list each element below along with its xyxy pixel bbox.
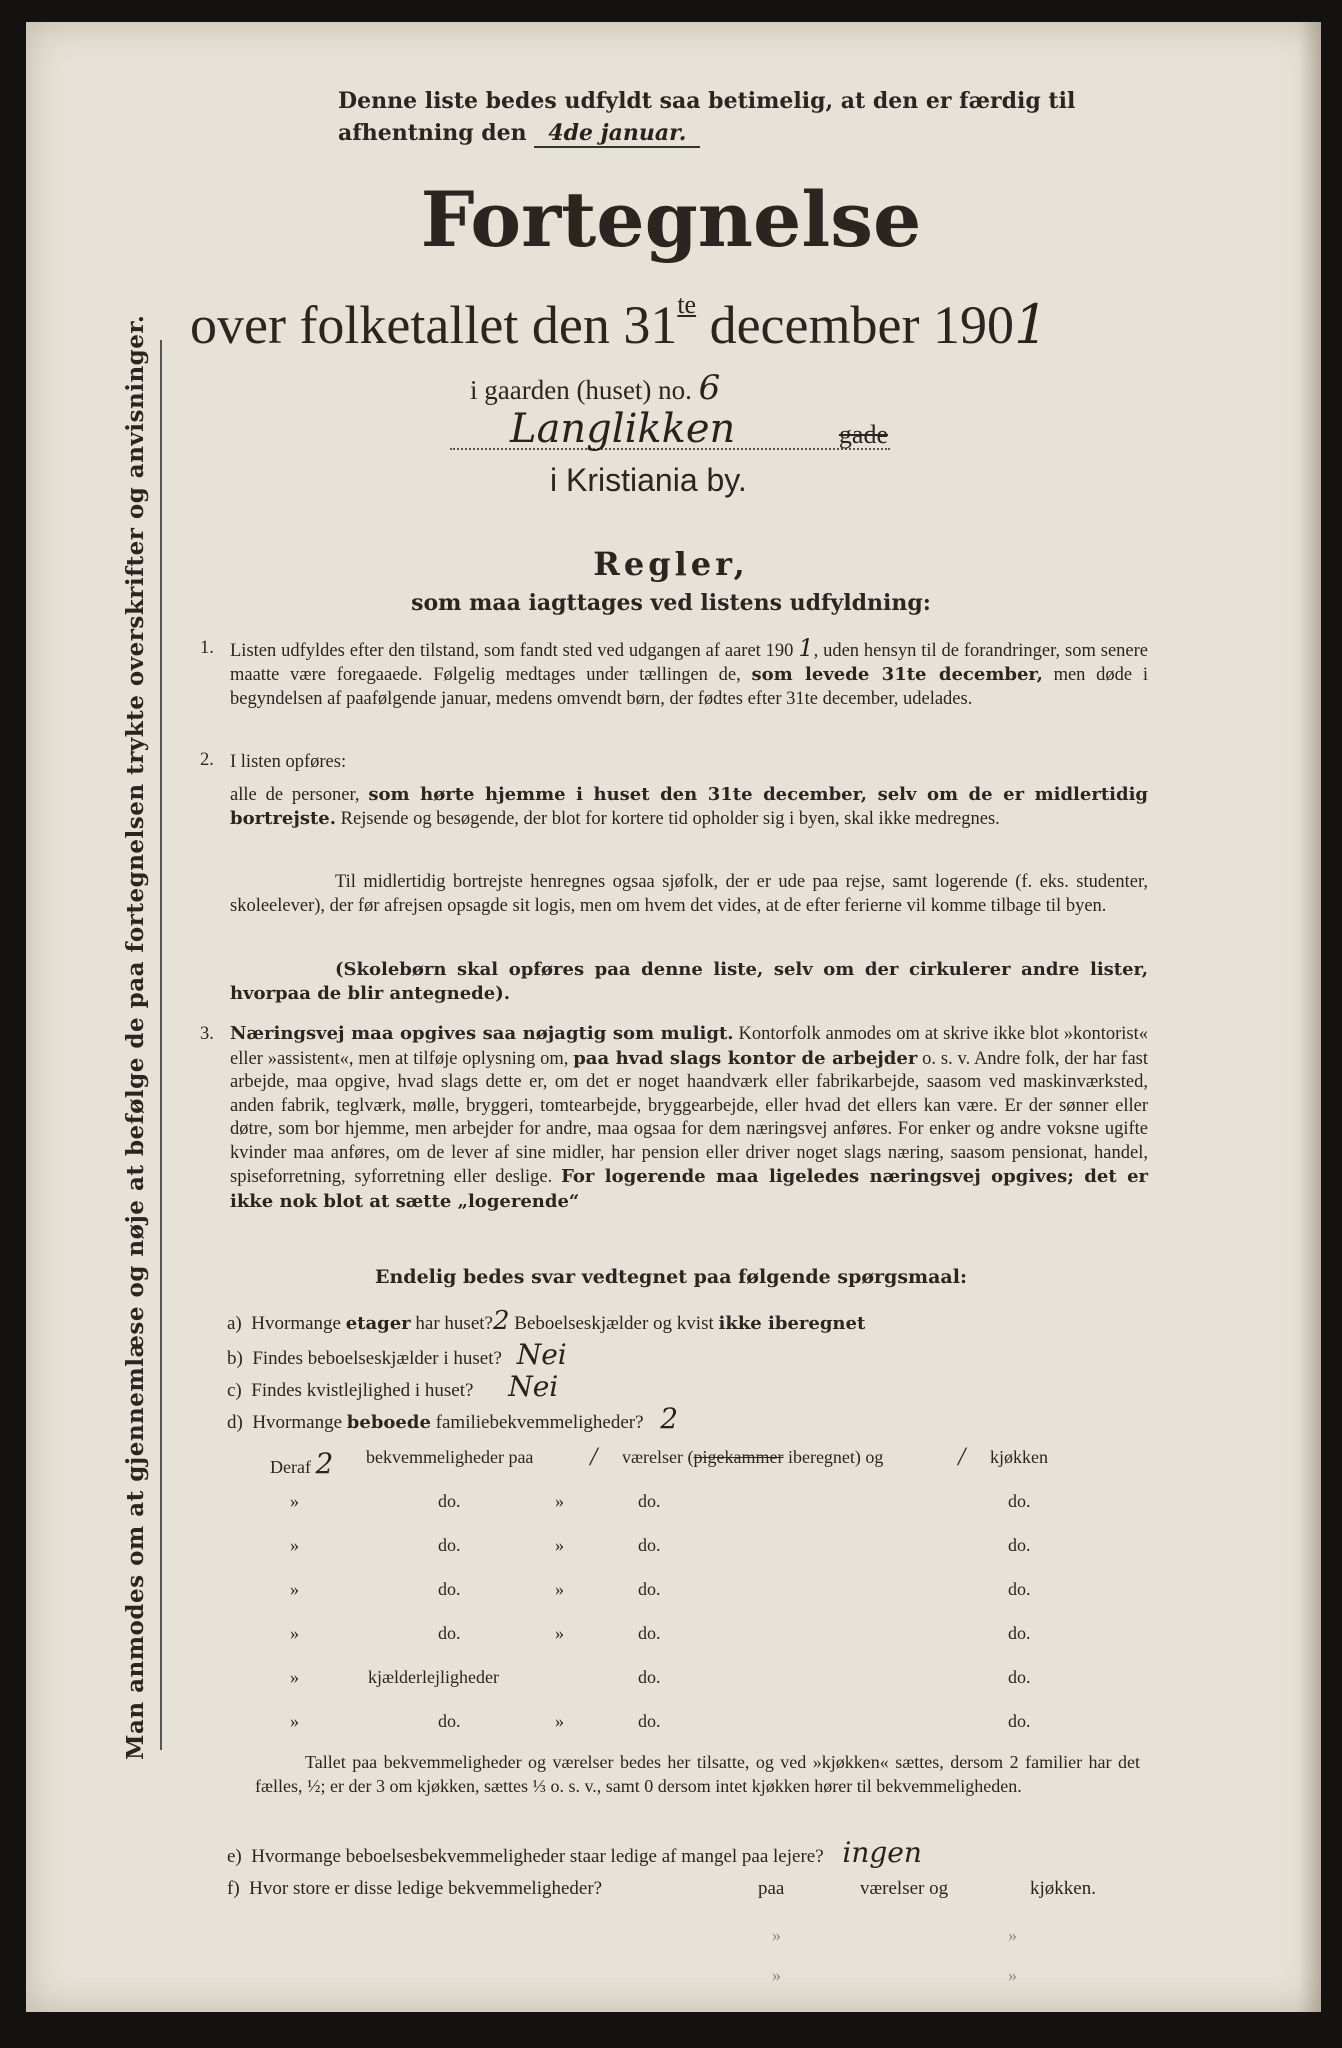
ditto-mark: » <box>555 1491 564 1511</box>
table-header-kjokken: kjøkken <box>990 1447 1048 1467</box>
pickup-notice: Denne liste bedes udfyldt saa betimelig, at den er færdig til afhentning den 4de januar. <box>338 88 1076 146</box>
rules-heading: Regler, <box>593 545 749 583</box>
table-cell: do. <box>438 1579 461 1599</box>
ditto-mark: » <box>290 1491 299 1511</box>
page-title: Fortegnelse <box>420 175 922 264</box>
answer-b: Nei <box>516 1338 567 1371</box>
table-cell: kjælderlejligheder <box>368 1667 499 1687</box>
table-cell: do. <box>438 1711 461 1731</box>
table-cell: do. <box>1008 1623 1031 1643</box>
answer-a: 2 <box>492 1306 510 1336</box>
ditto-mark: » <box>290 1579 299 1599</box>
question-b: b) Findes beboelseskjælder i huset? Nei <box>227 1338 567 1371</box>
rule-3-number: 3. <box>200 1024 214 1044</box>
ditto-mark: » <box>1008 1925 1017 1945</box>
city-line: i Kristiania by. <box>550 462 747 498</box>
pickup-date: 4de januar. <box>534 120 700 148</box>
rule-2-detail: Til midlertidig bortrejste henregnes ogsaa sjøfolk, der er ude paa rejse, samt logerende (f. eks. studenter, skoleelever), der før afrejsen opsagde sit logis, men om hvem det vides, at de efter ferierne vil komme tilbage til byen. <box>230 872 1148 916</box>
sidebar-instruction: Man anmodes om at gjennemlæse og nøje at befølge de paa fortegnelsen trykte overskrifter og anvisninger. <box>122 314 149 1760</box>
rule-2-intro: I listen opføres: <box>230 752 347 772</box>
table-cell: do. <box>1008 1667 1031 1687</box>
ditto-mark: » <box>290 1535 299 1555</box>
question-f-kj: kjøkken. <box>1030 1878 1096 1899</box>
ditto-mark: » <box>290 1711 299 1731</box>
house-number: 6 <box>698 368 721 408</box>
ditto-mark: » <box>555 1579 564 1599</box>
table-cell: do. <box>1008 1711 1031 1731</box>
table-cell: do. <box>438 1491 461 1511</box>
table-cell: do. <box>438 1535 461 1555</box>
street-name: Langlikken <box>510 406 736 452</box>
ditto-mark: » <box>290 1623 299 1643</box>
answer-d: 2 <box>660 1402 679 1435</box>
question-c: c) Findes kvistlejlighed i huset? Nei <box>227 1370 559 1403</box>
table-cell: do. <box>1008 1491 1031 1511</box>
table-cell: do. <box>638 1623 661 1643</box>
table-header-bek: bekvemmeligheder paa <box>366 1447 534 1467</box>
year-handwritten: 1 <box>1013 293 1049 356</box>
table-cell: do. <box>1008 1535 1031 1555</box>
ditto-mark: » <box>555 1535 564 1555</box>
street-field <box>450 406 890 452</box>
ditto-mark: » <box>1008 1965 1017 1985</box>
ditto-mark: » <box>290 1667 299 1687</box>
question-d: d) Hvormange beboede familiebekvemmeligheder? 2 <box>227 1402 679 1435</box>
table-rooms-answer: / <box>590 1442 598 1471</box>
table-kitchen-answer: / <box>958 1442 966 1471</box>
table-note: Tallet paa bekvemmeligheder og værelser bedes her tilsatte, og ved »kjøkken« sættes, dersom 2 familier har det fælles, ½; er der 3 om kjøkken, sættes ⅓ o. s. v., samt 0 dersom intet kjøkken hører til bekvemmeligheden. <box>255 1752 1140 1796</box>
rule-1-number: 1. <box>200 638 214 658</box>
rules-subheading: som maa iagttages ved listens udfyldning: <box>411 590 931 616</box>
table-deraf: Deraf 2 <box>270 1447 334 1480</box>
ditto-mark: » <box>555 1623 564 1643</box>
table-cell: do. <box>638 1711 661 1731</box>
rule-2-main: alle de personer, som hørte hjemme i huset den 31te december, selv om de er midlertidig bortrejste. Rejsende og besøgende, der blot for kortere tid opholder sig i byen, skal ikke medregnes. <box>230 784 1148 829</box>
question-e: e) Hvormange beboelsesbekvemmeligheder staar ledige af mangel paa lejere? ingen <box>227 1836 922 1869</box>
question-a: a) Hvormange etager har huset?2 Beboelseskjælder og kvist ikke iberegnet <box>227 1306 866 1336</box>
ditto-mark: » <box>772 1965 781 1985</box>
rule-2-number: 2. <box>200 750 214 770</box>
table-cell: do. <box>638 1667 661 1687</box>
table-cell: do. <box>438 1623 461 1643</box>
rule-3: Næringsvej maa opgives saa nøjagtig som muligt. Kontorfolk anmodes om at skrive ikke blot »kontorist« eller »assistent«, men at tilføje oplysning om, paa hvad slags kontor de arbejder o. s. v. Andre folk, der har fast arbejde, maa opgive, hvad slags dette er, om det er noget haandværk eller fabrikarbejde, saasom ved maskinværksted, anden fabrik, teglværk, mølle, bryggeri, tomtearbejde, bryggearbejde, eller hvad det ellers kan være. Er der sønner eller døtre, som bor hjemme, men arbejder for andre, maa ogsaa for dem næringsvej anføres. For enker og andre voksne ugifte kvinder maa anføres, om de lever af sine midler, har pension eller driver noget slags næring, saasom pensionat, handel, spiseforretning, syforretning eller deslige. For logerende maa ligeledes næringsvej opgives; det er ikke nok blot at sætte „logerende“ <box>230 1023 1149 1212</box>
subtitle: over folketallet den $31^{te}$ december 1901 <box>190 290 1049 356</box>
street-suffix: gade <box>838 420 888 449</box>
table-cell: do. <box>638 1535 661 1555</box>
question-f-vaer: værelser og <box>860 1878 949 1899</box>
rule-2-note: (Skolebørn skal opføres paa denne liste, selv om der cirkulerer andre lister, hvorpaa de blir antegnede). <box>230 959 1148 1004</box>
questions-intro: Endelig bedes svar vedtegnet paa følgende spørgsmaal: <box>375 1266 967 1288</box>
table-cell: do. <box>638 1491 661 1511</box>
question-f-paa: paa <box>758 1878 785 1899</box>
table-cell: do. <box>1008 1579 1031 1599</box>
ditto-mark: » <box>555 1711 564 1731</box>
answer-e: ingen <box>842 1836 922 1869</box>
house-number-line: i gaarden (huset) no. 6 <box>470 368 721 408</box>
ditto-mark: » <box>772 1925 781 1945</box>
table-cell: do. <box>638 1579 661 1599</box>
question-f: f) Hvor store er disse ledige bekvemmeligheder? <box>227 1878 603 1899</box>
table-header-vaer: værelser (pigekammer iberegnet) og <box>622 1447 884 1467</box>
answer-c: Nei <box>508 1370 559 1403</box>
rule-1: Listen udfyldes efter den tilstand, som fandt sted ved udgangen af aaret 190 1, uden hensyn til de forandringer, som senere maatte være foregaaede. Følgelig medtages under tællingen de, som levede 31te december, men døde i begyndelsen af paafølgende januar, medens omvendt børn, der fødtes efter 31te december, udelades. <box>230 634 1148 709</box>
